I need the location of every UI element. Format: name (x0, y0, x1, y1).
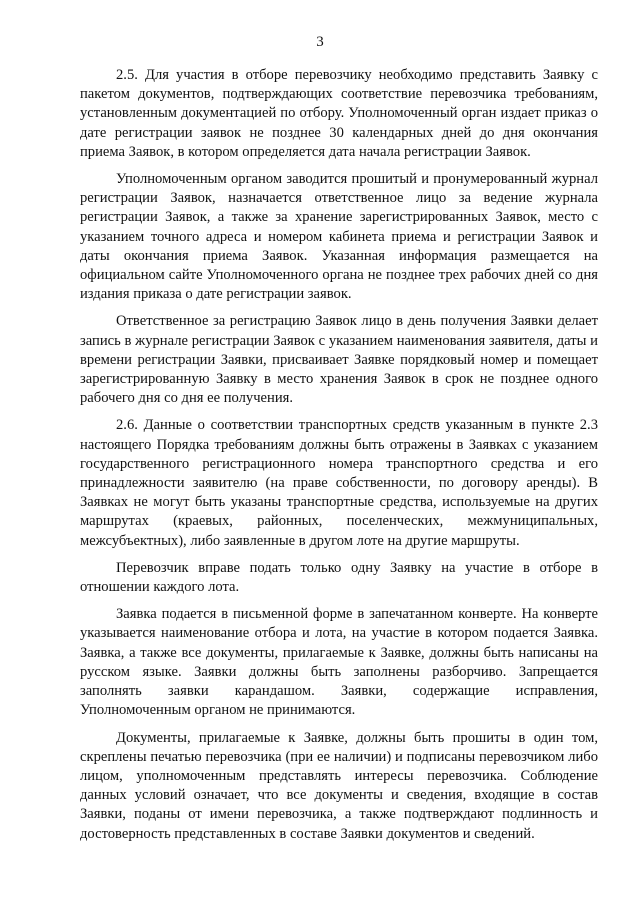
paragraph-responsible-person: Ответственное за регистрацию Заявок лицо в день получения Заявки делает запись в журнале регистрации Заявок с указанием наименования заявителя, даты и времени регистрации Заявки, присваивает Заявке порядковый номер и помещает зарегистрированную Заявку в место хранения Заявок в срок не позднее одного рабочего дня со дня ее получения. (80, 313, 598, 407)
page-number: 3 (316, 34, 324, 50)
paragraph-2-6: 2.6. Данные о соответствии транспортных средств указанным в пункте 2.3 настоящего Порядка требованиям должны быть отражены в Заявках с указанием государственного регистрационного номера транспортного средства и его принадлежности заявителю (на праве собственности, по договору аренды). В Заявках не могут быть указаны транспортные средства, используемые на других маршрутах (краевых, районных, поселенческих, межмуниципальных, межсубъектных), либо заявленные в другом лоте на другие маршруты. (80, 417, 598, 549)
paragraph-documents-bound: Документы, прилагаемые к Заявке, должны быть прошиты в один том, скреплены печатью перевозчика (при ее наличии) и подписаны перевозчиком либо лицом, уполномоченным представлять интересы перевозчика. Соблюдение данных условий означает, что все документы и сведения, входящие в состав Заявки, поданы от имени перевозчика, а также подтверждают подлинность и достоверность представленных в составе Заявки документов и сведений. (80, 729, 598, 842)
paragraph-one-application: Перевозчик вправе подать только одну Заявку на участие в отборе в отношении каждого лота. (80, 559, 598, 596)
document-body (80, 66, 598, 844)
paragraph-2-5: 2.5. Для участия в отборе перевозчику необходимо представить Заявку с пакетом документов, подтверждающих соответствие перевозчика требованиям, установленным документацией по отбору. Уполномоченный орган издает приказ о дате регистрации заявок не позднее 30 календарных дней до дня окончания приема Заявок, в котором определяется дата начала регистрации Заявок. (80, 67, 598, 160)
paragraph-registration-journal: Уполномоченным органом заводится прошитый и пронумерованный журнал регистрации Заявок, назначается ответственное лицо за ведение журнала регистрации Заявок, а также за хранение зарегистрированных Заявок, место с указанием точного адреса и номером кабинета приема и регистрации Заявок и даты окончания приема Заявок. Указанная информация размещается на официальном сайте Уполномоченного органа не позднее трех рабочих дней со дня издания приказа о дате регистрации заявок. (80, 171, 598, 303)
paragraph-sealed-envelope: Заявка подается в письменной форме в запечатанном конверте. На конверте указывается наименование отбора и лота, на участие в котором подается Заявка. Заявка, а также все документы, прилагаемые к Заявке, должны быть написаны на русском языке. Заявки должны быть заполнены разборчиво. Запрещается заполнять заявки карандашом. Заявки, содержащие исправления, Уполномоченным органом не принимаются. (80, 606, 598, 719)
